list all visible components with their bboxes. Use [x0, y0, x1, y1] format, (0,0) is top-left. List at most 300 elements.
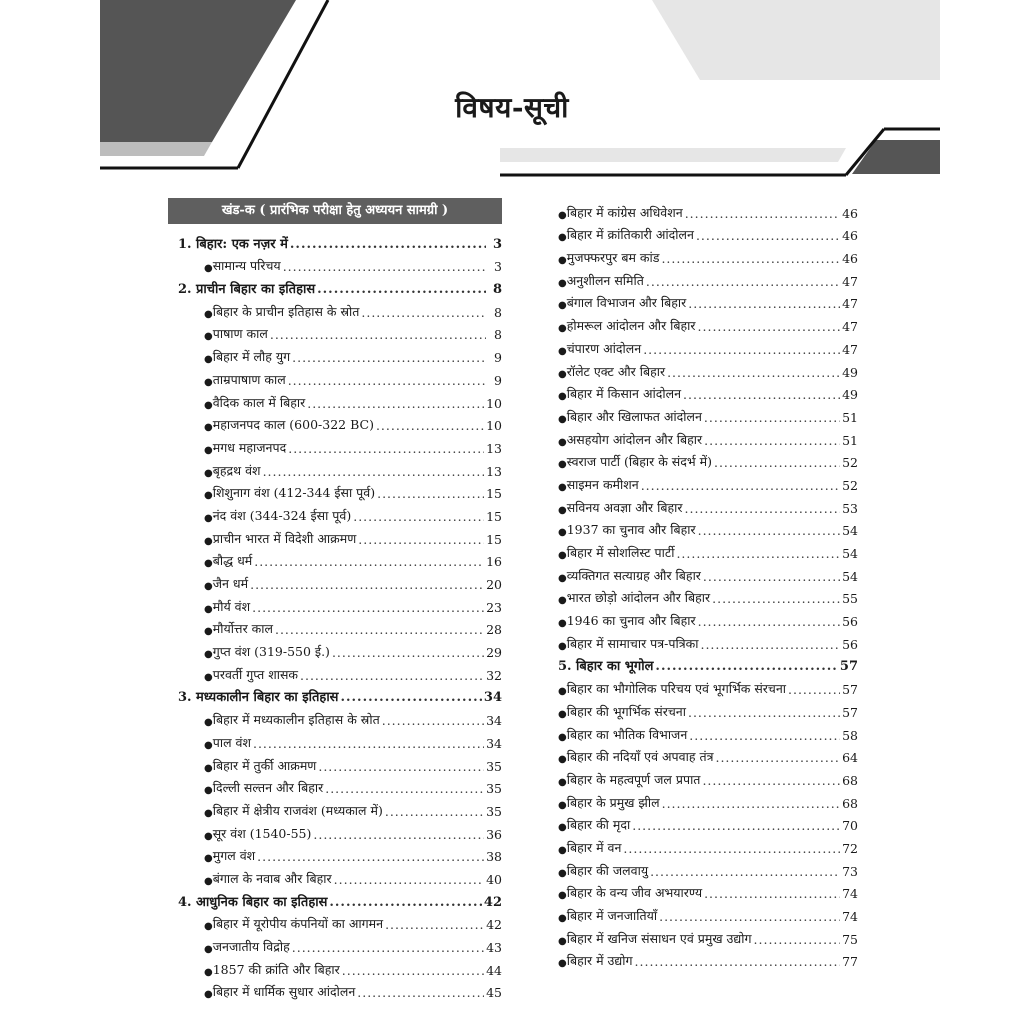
page-number: 73: [842, 863, 858, 879]
bullet-icon: ●: [558, 413, 567, 425]
dot-leader: [714, 455, 840, 470]
dot-leader: [659, 909, 840, 924]
page-number: 10: [486, 418, 502, 434]
page-number: 3: [492, 236, 502, 252]
bullet-icon: ●: [204, 581, 213, 592]
entry-label: बिहार की मृदा: [566, 817, 631, 833]
entry-label: व्यक्तिगत सत्याग्रह और बिहार: [566, 567, 701, 583]
entry-label: पाषाण काल: [212, 326, 268, 342]
entry-label: बिहार का भूगोल: [576, 659, 654, 675]
toc-subentry: [558, 674, 858, 697]
bullet-icon: ●: [558, 708, 567, 720]
page-number: 47: [842, 296, 858, 312]
entry-label: बिहार में धार्मिक सुधार आंदोलन: [212, 984, 356, 1000]
toc-subentry: [558, 198, 858, 221]
bullet-icon: ●: [558, 323, 567, 335]
entry-label: स्वराज पार्टी (बिहार के संदर्भ में): [566, 454, 712, 470]
entry-label: चंपारण आंदोलन: [566, 340, 642, 356]
toc-subentry: [168, 864, 502, 887]
entry-label: अनुशीलन समिति: [566, 272, 644, 288]
bullet-icon: ●: [558, 618, 567, 630]
bullet-icon: ●: [204, 399, 213, 411]
dot-leader: [650, 864, 840, 879]
bullet-icon: ●: [204, 512, 213, 524]
dot-leader: [253, 736, 484, 751]
page-number: 52: [842, 477, 858, 493]
toc-subentry: [558, 561, 858, 584]
dot-leader: [342, 963, 484, 978]
toc-subentry: [168, 796, 502, 819]
page-number: 49: [842, 364, 858, 380]
dot-leader: [257, 849, 484, 864]
toc-subentry: [168, 842, 502, 865]
entry-label: 1857 की क्रांति और बिहार: [212, 961, 340, 977]
bullet-icon: ●: [204, 263, 213, 275]
entry-label: बिहार में कांग्रेस अधिवेशन: [566, 204, 683, 220]
toc-entries-left: [168, 229, 502, 1000]
dot-leader: [685, 206, 840, 221]
dot-leader: [704, 410, 840, 425]
bullet-icon: ●: [204, 603, 213, 615]
page-number: 8: [494, 304, 502, 320]
bullet-icon: ●: [204, 921, 213, 933]
dot-leader: [254, 554, 484, 569]
page-number: 51: [842, 409, 858, 425]
entry-label: असहयोग आंदोलन और बिहार: [566, 431, 703, 447]
entry-label: बिहार और खिलाफत आंदोलन: [566, 408, 702, 424]
toc-subentry: [558, 380, 858, 403]
chapter-number: 3.: [178, 690, 192, 706]
bullet-icon: ●: [558, 640, 567, 652]
bullet-icon: ●: [204, 989, 213, 1001]
dot-leader: [703, 569, 840, 584]
dot-leader: [646, 274, 840, 289]
bullet-icon: ●: [558, 867, 567, 879]
dot-leader: [329, 895, 482, 910]
page-number: 40: [486, 871, 502, 887]
toc-subentry: [168, 932, 502, 955]
bullet-icon: ●: [558, 890, 567, 902]
dot-leader: [263, 464, 485, 479]
page-number: 75: [842, 931, 858, 947]
dot-leader: [252, 600, 484, 615]
dot-leader: [696, 228, 840, 243]
toc-subentry: [168, 433, 502, 456]
bullet-icon: ●: [558, 527, 567, 539]
dot-leader: [641, 478, 840, 493]
page-number: 57: [839, 659, 858, 675]
page-number: 56: [842, 614, 858, 630]
bullet-icon: ●: [204, 671, 213, 683]
toc-subentry: [168, 774, 502, 797]
page-number: 58: [842, 727, 858, 743]
bullet-icon: ●: [558, 255, 567, 267]
entry-label: होमरूल आंदोलन और बिहार: [566, 318, 696, 334]
bullet-icon: ●: [204, 830, 213, 842]
toc-subentry: [558, 947, 858, 970]
page-number: 8: [494, 327, 502, 343]
bullet-icon: ●: [204, 739, 213, 751]
dot-leader: [704, 433, 840, 448]
entry-label: गुप्त वंश (319-550 ई.): [212, 644, 330, 660]
entry-label: मुगल वंश: [212, 848, 256, 864]
toc-subentry: [168, 728, 502, 751]
entry-label: नंद वंश (344-324 ईसा पूर्व): [212, 507, 352, 523]
page-number: 9: [494, 350, 502, 366]
page-title: विषय-सूची: [455, 91, 569, 124]
dot-leader: [689, 728, 840, 743]
dot-leader: [332, 645, 484, 660]
toc-subentry: [168, 910, 502, 933]
page-number: 68: [842, 795, 858, 811]
page-number: 35: [486, 781, 502, 797]
bullet-icon: ●: [204, 966, 213, 978]
page-number: 49: [842, 387, 858, 403]
page-number: 57: [842, 682, 858, 698]
bullet-icon: ●: [204, 875, 213, 887]
page-number: 55: [842, 591, 858, 607]
toc-subentry: [558, 448, 858, 471]
bullet-icon: ●: [204, 626, 213, 638]
toc-subentry: [168, 365, 502, 388]
page-number: 45: [486, 985, 502, 1001]
bullet-icon: ●: [558, 776, 567, 788]
toc-subentry: [168, 705, 502, 728]
toc-subentry: [558, 584, 858, 607]
toc-subentry: [168, 456, 502, 479]
chapter-number: 2.: [178, 282, 192, 298]
page-number: 13: [486, 440, 502, 456]
entry-label: बिहार की भूगर्भिक संरचना: [566, 703, 686, 719]
entry-label: बिहार में सामाचार पत्र-पत्रिका: [566, 635, 699, 651]
bullet-icon: ●: [558, 550, 567, 561]
bullet-icon: ●: [558, 504, 567, 516]
dot-leader: [698, 319, 841, 334]
bullet-icon: ●: [558, 822, 567, 834]
bullet-icon: ●: [204, 308, 213, 320]
entry-label: बिहार की जलवायु: [566, 862, 649, 878]
entry-label: पाल वंश: [212, 734, 251, 750]
entry-label: बृहद्रथ वंश: [212, 462, 261, 478]
bullet-icon: ●: [204, 467, 213, 479]
dot-leader: [662, 796, 841, 811]
bullet-icon: ●: [204, 558, 213, 570]
dot-leader: [661, 251, 840, 266]
entry-label: बिहार में वन: [566, 839, 622, 855]
entry-label: जनजातीय विद्रोह: [212, 939, 290, 954]
toc-subentry: [168, 252, 502, 275]
toc-subentry: [558, 470, 858, 493]
dot-leader: [317, 282, 486, 297]
entry-label: बौद्ध धर्म: [212, 553, 253, 569]
dot-leader: [376, 418, 484, 433]
entry-label: शिशुनाग वंश (412-344 ईसा पूर्व): [212, 485, 376, 501]
entry-label: बिहार के प्राचीन इतिहास के स्रोत: [212, 303, 360, 319]
dot-leader: [300, 668, 484, 683]
page-number: 38: [486, 849, 502, 865]
bullet-icon: ●: [558, 595, 567, 607]
toc-left-column: [168, 198, 502, 1000]
toc-subentry: [168, 615, 502, 638]
entry-label: महाजनपद काल (600-322 BC): [212, 417, 374, 433]
entry-label: बिहार में जनजातियाँ: [566, 908, 658, 923]
dot-leader: [340, 690, 481, 705]
page-number: 28: [486, 622, 502, 638]
entry-label: बिहार के वन्य जीव अभयारण्य: [566, 885, 703, 901]
bullet-icon: ●: [558, 686, 567, 698]
dot-leader: [643, 342, 840, 357]
toc-chapter-entry: [168, 887, 502, 910]
toc-subentry: [558, 924, 858, 947]
toc-right-column: [558, 198, 858, 969]
page-number: 44: [486, 962, 502, 978]
toc-chapter-entry: [168, 683, 502, 706]
dot-leader: [334, 872, 484, 887]
page-number: 35: [486, 758, 502, 774]
toc-subentry: [558, 266, 858, 289]
entry-label: बिहार में किसान आंदोलन: [566, 386, 682, 402]
page-number: 68: [842, 772, 858, 788]
dot-leader: [288, 373, 486, 388]
toc-subentry: [168, 751, 502, 774]
entry-label: बिहार में क्रांतिकारी आंदोलन: [566, 227, 694, 243]
toc-subentry: [558, 243, 858, 266]
bullet-icon: ●: [558, 913, 567, 924]
entry-label: प्राचीन भारत में विदेशी आक्रमण: [212, 530, 357, 546]
bullet-icon: ●: [204, 717, 213, 729]
page-number: 46: [842, 205, 858, 221]
toc-subentry: [168, 501, 502, 524]
bullet-icon: ●: [204, 376, 213, 388]
toc-subentry: [558, 720, 858, 743]
dot-leader: [292, 350, 486, 365]
entry-label: प्राचीन बिहार का इतिहास: [196, 282, 316, 298]
page-number: 34: [486, 713, 502, 729]
bullet-icon: ●: [558, 345, 567, 357]
page-number: 23: [486, 599, 502, 615]
toc-chapter-entry: [558, 652, 858, 675]
page-number: 34: [486, 735, 502, 751]
page-number: 20: [486, 577, 502, 592]
page-number: 56: [842, 636, 858, 652]
entry-label: साइमन कमीशन: [566, 476, 639, 492]
bullet-icon: ●: [558, 436, 567, 448]
toc-subentry: [558, 833, 858, 856]
entry-label: सविनय अवज्ञा और बिहार: [566, 499, 683, 515]
dot-leader: [353, 509, 484, 524]
entry-label: मौर्य वंश: [212, 598, 251, 614]
entry-label: बिहार में यूरोपीय कंपनियों का आगमन: [212, 916, 384, 932]
toc-subentry: [168, 569, 502, 592]
bullet-icon: ●: [204, 853, 213, 865]
dot-leader: [307, 396, 484, 411]
toc-subentry: [168, 637, 502, 660]
dot-leader: [712, 591, 840, 606]
entry-label: बिहार में लौह युग: [212, 349, 291, 365]
entry-label: आधुनिक बिहार का इतिहास: [196, 894, 328, 910]
toc-subentry: [168, 320, 502, 343]
toc-subentry: [558, 901, 858, 924]
entry-label: रॉलेट एक्ट और बिहार: [566, 363, 666, 379]
bullet-icon: ●: [558, 731, 567, 743]
toc-subentry: [558, 697, 858, 720]
entry-label: 1946 का चुनाव और बिहार: [566, 613, 696, 629]
bullet-icon: ●: [558, 572, 567, 584]
toc-subentry: [168, 955, 502, 978]
bullet-icon: ●: [204, 762, 213, 774]
chapter-number: 1.: [178, 236, 192, 252]
dot-leader: [270, 327, 486, 342]
bullet-icon: ●: [558, 368, 567, 380]
toc-subentry: [558, 606, 858, 629]
toc-subentry: [168, 479, 502, 502]
page-number: 47: [842, 341, 858, 357]
bullet-icon: ●: [558, 209, 567, 221]
toc-subentry: [168, 342, 502, 365]
toc-subentry: [558, 538, 858, 561]
toc-subentry: [558, 221, 858, 244]
dot-leader: [700, 637, 840, 652]
entry-label: भारत छोड़ो आंदोलन और बिहार: [566, 590, 711, 606]
page-number: 51: [842, 432, 858, 448]
page-number: 46: [842, 251, 858, 267]
toc-subentry: [558, 289, 858, 312]
page-number: 72: [842, 840, 858, 856]
toc-subentry: [168, 978, 502, 1001]
bullet-icon: ●: [558, 844, 567, 856]
bullet-icon: ●: [204, 649, 213, 661]
dot-leader: [292, 940, 484, 955]
page-number: 10: [486, 395, 502, 411]
dot-leader: [688, 296, 840, 311]
toc-subentry: [558, 334, 858, 357]
toc-subentry: [168, 547, 502, 570]
entry-label: बिहार में मध्यकालीन इतिहास के स्रोत: [212, 712, 380, 728]
bullet-icon: ●: [204, 944, 213, 955]
bullet-icon: ●: [204, 785, 213, 797]
dot-leader: [698, 523, 840, 538]
chapter-number: 4.: [178, 894, 192, 910]
entry-label: बिहार में उद्योग: [566, 953, 633, 969]
bullet-icon: ●: [558, 300, 567, 312]
dot-leader: [676, 546, 840, 561]
entry-label: बिहार में तुर्की आक्रमण: [212, 757, 317, 773]
dot-leader: [325, 781, 484, 796]
bullet-icon: ●: [558, 799, 567, 811]
bullet-icon: ●: [204, 490, 213, 502]
dot-leader: [655, 659, 837, 674]
dot-leader: [377, 486, 484, 501]
page-number: 35: [486, 803, 502, 819]
toc-subentry: [558, 425, 858, 448]
page-number: 3: [494, 259, 502, 275]
toc-subentry: [558, 879, 858, 902]
toc-subentry: [168, 388, 502, 411]
page-number: 77: [842, 954, 858, 970]
page-number: 42: [486, 917, 502, 933]
entry-label: जैन धर्म: [212, 576, 249, 591]
page-number: 8: [492, 282, 502, 298]
dot-leader: [685, 501, 841, 516]
chapter-number: 5.: [558, 659, 572, 675]
entry-label: बिहार के प्रमुख झील: [566, 794, 660, 810]
dot-leader: [635, 954, 841, 969]
entry-label: बंगाल विभाजन और बिहार: [566, 295, 687, 311]
dot-leader: [382, 713, 484, 728]
dot-leader: [250, 577, 484, 592]
dot-leader: [275, 622, 484, 637]
entry-label: मुजफ्फरपुर बम कांड: [566, 250, 660, 266]
entry-label: बिहार: एक नज़र में: [196, 236, 288, 252]
page-number: 46: [842, 228, 858, 244]
entry-label: दिल्ली सल्तन और बिहार: [212, 780, 324, 796]
page-number: 34: [483, 690, 502, 706]
toc-subentry: [558, 493, 858, 516]
dot-leader: [385, 804, 484, 819]
page-number: 70: [842, 818, 858, 834]
bullet-icon: ●: [558, 958, 567, 970]
entry-label: बंगाल के नवाब और बिहार: [212, 870, 332, 886]
page-number: 47: [842, 273, 858, 289]
bullet-icon: ●: [558, 935, 567, 947]
toc-subentry: [558, 856, 858, 879]
page-number: 54: [842, 568, 858, 584]
dot-leader: [702, 773, 840, 788]
dot-leader: [788, 682, 840, 697]
bullet-icon: ●: [558, 754, 567, 766]
toc-subentry: [168, 819, 502, 842]
bullet-icon: ●: [558, 481, 567, 493]
entry-label: वैदिक काल में बिहार: [212, 394, 306, 410]
dot-leader: [698, 614, 840, 629]
page-number: 52: [842, 455, 858, 471]
entry-label: बिहार में खनिज संसाधन एवं प्रमुख उद्योग: [566, 930, 752, 946]
page-number: 74: [842, 909, 858, 924]
page-number: 36: [486, 826, 502, 842]
bullet-icon: ●: [204, 807, 213, 819]
bullet-icon: ●: [558, 459, 567, 471]
dot-leader: [357, 985, 484, 1000]
page-number: 53: [842, 500, 858, 516]
dot-leader: [313, 827, 484, 842]
page-number: 74: [842, 886, 858, 902]
page-number: 29: [486, 645, 502, 661]
bullet-icon: ●: [204, 444, 213, 456]
dot-leader: [361, 305, 486, 320]
page-number: 15: [486, 508, 502, 524]
dot-leader: [704, 886, 840, 901]
entry-label: सूर वंश (1540-55): [212, 825, 312, 841]
toc-subentry: [168, 411, 502, 434]
bullet-icon: ●: [558, 277, 567, 289]
dot-leader: [715, 750, 840, 765]
dot-leader: [288, 441, 484, 456]
page-number: 43: [486, 940, 502, 955]
entry-label: बिहार में सोशलिस्ट पार्टी: [566, 545, 675, 560]
page-number: 32: [486, 667, 502, 683]
section-banner: खंड-क ( प्रारंभिक परीक्षा हेतु अध्ययन सामग्री ): [168, 198, 502, 224]
dot-leader: [667, 365, 840, 380]
entry-label: परवर्ती गुप्त शासक: [212, 666, 299, 682]
dot-leader: [632, 818, 840, 833]
page-number: 16: [486, 554, 502, 570]
toc-chapter-entry: [168, 274, 502, 297]
entry-label: बिहार का भौतिक विभाजन: [566, 726, 688, 742]
page-number: 64: [842, 750, 858, 766]
entry-label: बिहार में क्षेत्रीय राजवंश (मध्यकाल में): [212, 802, 383, 818]
toc-subentry: [558, 629, 858, 652]
toc-entries-right: [558, 198, 858, 969]
